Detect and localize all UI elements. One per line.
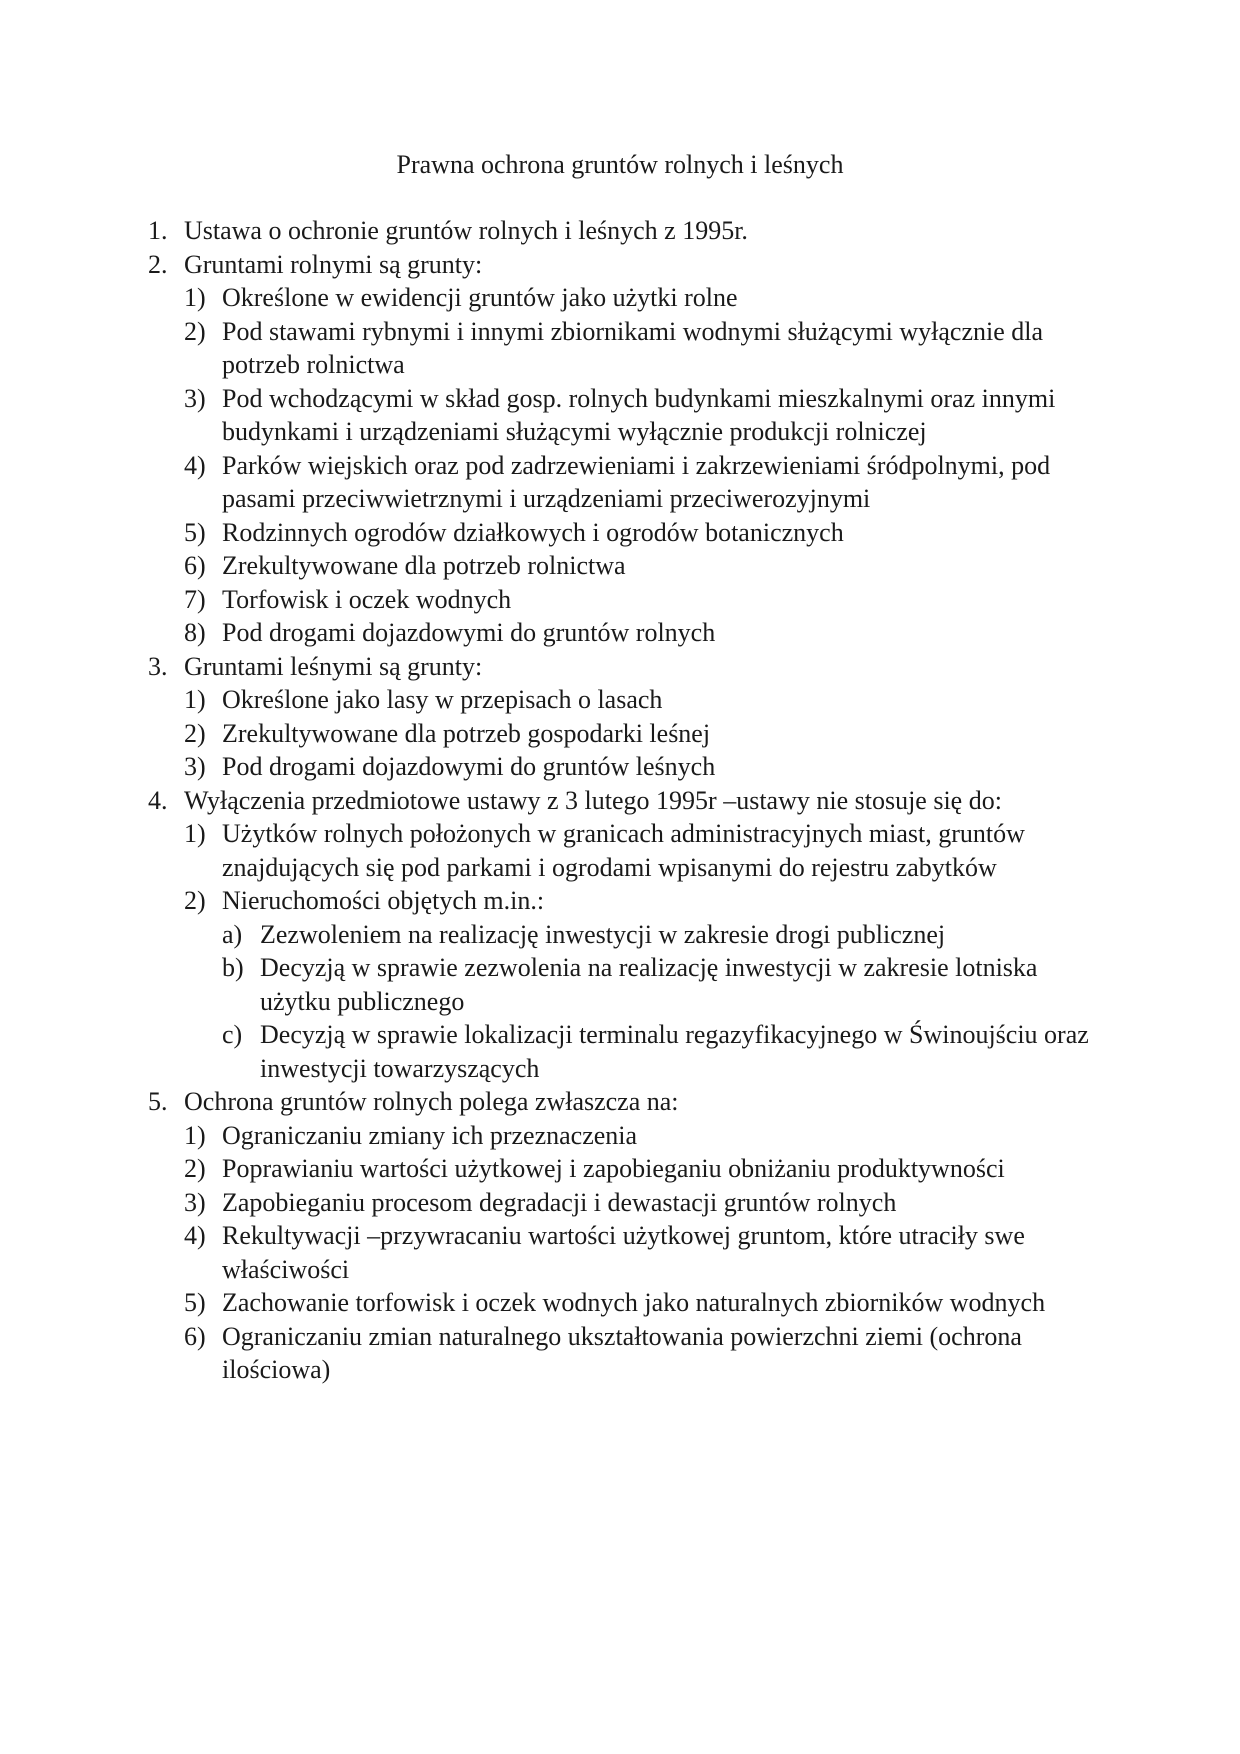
item-text: Użytków rolnych położonych w granicach administracyjnych miast, gruntów znajdujących się pod parkami i ogrodami wpisanymi do rejestru zabytków bbox=[222, 819, 1025, 882]
item-text: Określone w ewidencji gruntów jako użytki rolne bbox=[222, 283, 738, 312]
item-number: 4. bbox=[148, 785, 168, 815]
item-text: Pod drogami dojazdowymi do gruntów leśnych bbox=[222, 752, 716, 781]
item-number: 2) bbox=[184, 718, 206, 748]
list-item bbox=[140, 1286, 1100, 1320]
item-number: c) bbox=[222, 1020, 243, 1049]
document-body bbox=[140, 214, 1100, 1387]
item-number: 4) bbox=[184, 1221, 206, 1250]
list-item bbox=[140, 650, 1100, 684]
item-text: Pod wchodzącymi w skład gosp. rolnych budynkami mieszkalnymi oraz innymi budynkami i urządzeniami służącymi wyłącznie produkcji rolniczej bbox=[222, 383, 1056, 446]
item-text: Zezwoleniem na realizację inwestycji w zakresie drogi publicznej bbox=[260, 919, 946, 949]
document-title: Prawna ochrona gruntów rolnych i leśnych bbox=[396, 150, 844, 179]
list-item bbox=[140, 616, 1100, 650]
list-item bbox=[140, 1152, 1100, 1186]
item-number: 3) bbox=[184, 383, 206, 413]
list-item bbox=[140, 248, 1100, 282]
item-text: Ograniczaniu zmian naturalnego ukształtowania powierzchni ziemi (ochrona ilościowa) bbox=[222, 1321, 1022, 1384]
item-text: Nieruchomości objętych m.in.: bbox=[222, 886, 545, 915]
list-item bbox=[140, 884, 1100, 918]
item-number: 2. bbox=[148, 249, 168, 279]
item-text: Rodzinnych ogrodów działkowych i ogrodów botanicznych bbox=[222, 517, 844, 547]
list-item bbox=[140, 516, 1100, 550]
item-number: a) bbox=[222, 919, 243, 949]
item-text: Decyzją w sprawie lokalizacji terminalu regazyfikacyjnego w Świnoujściu oraz inwestycji towarzyszących bbox=[260, 1020, 1089, 1083]
list-item bbox=[140, 1219, 1100, 1286]
item-text: Gruntami leśnymi są grunty: bbox=[184, 651, 483, 681]
list-item bbox=[140, 717, 1100, 751]
list-item bbox=[140, 918, 1100, 952]
item-text: Zapobieganiu procesom degradacji i dewastacji gruntów rolnych bbox=[222, 1187, 897, 1217]
item-text: Określone jako lasy w przepisach o lasach bbox=[222, 685, 663, 714]
item-number: 3. bbox=[148, 651, 168, 681]
item-text: Pod stawami rybnymi i innymi zbiornikami wodnymi służącymi wyłącznie dla potrzeb rolnictwa bbox=[222, 316, 1044, 379]
list-item bbox=[140, 951, 1100, 1018]
item-text: Pod drogami dojazdowymi do gruntów rolnych bbox=[222, 618, 716, 647]
item-number: 1) bbox=[184, 283, 206, 312]
list-item bbox=[140, 214, 1100, 248]
list-item bbox=[140, 1085, 1100, 1119]
list-item bbox=[140, 583, 1100, 617]
list-item bbox=[140, 750, 1100, 784]
list-item bbox=[140, 784, 1100, 818]
item-number: 2) bbox=[184, 316, 206, 346]
item-number: b) bbox=[222, 953, 244, 982]
item-text: Ustawa o ochronie gruntów rolnych i leśnych z 1995r. bbox=[184, 216, 748, 245]
item-number: 5) bbox=[184, 517, 206, 547]
item-number: 7) bbox=[184, 584, 206, 614]
item-number: 5) bbox=[184, 1288, 206, 1317]
list-item bbox=[140, 449, 1100, 516]
item-text: Parków wiejskich oraz pod zadrzewieniami i zakrzewieniami śródpolnymi, pod pasami przeciwwietrznymi i urządzeniami przeciwerozyjnymi bbox=[222, 450, 1051, 513]
item-number: 3) bbox=[184, 1187, 206, 1217]
item-text: Wyłączenia przedmiotowe ustawy z 3 lutego 1995r –ustawy nie stosuje się do: bbox=[184, 785, 1002, 815]
list-item bbox=[140, 1320, 1100, 1387]
item-text: Decyzją w sprawie zezwolenia na realizację inwestycji w zakresie lotniska użytku publicznego bbox=[260, 953, 1038, 1016]
item-text: Rekultywacji –przywracaniu wartości użytkowej gruntom, które utraciły swe właściwości bbox=[222, 1221, 1025, 1284]
list-item bbox=[140, 549, 1100, 583]
item-text: Poprawianiu wartości użytkowej i zapobieganiu obniżaniu produktywności bbox=[222, 1154, 1005, 1183]
item-number: 1) bbox=[184, 1120, 206, 1150]
item-number: 1) bbox=[184, 685, 206, 714]
item-text: Ograniczaniu zmiany ich przeznaczenia bbox=[222, 1120, 638, 1150]
item-text: Torfowisk i oczek wodnych bbox=[222, 584, 512, 614]
item-text: Ochrona gruntów rolnych polega zwłaszcza na: bbox=[184, 1087, 679, 1116]
item-number: 8) bbox=[184, 618, 206, 647]
item-text: Gruntami rolnymi są grunty: bbox=[184, 249, 483, 279]
item-number: 2) bbox=[184, 886, 206, 915]
item-number: 5. bbox=[148, 1087, 168, 1116]
item-text: Zachowanie torfowisk i oczek wodnych jako naturalnych zbiorników wodnych bbox=[222, 1288, 1046, 1317]
item-number: 3) bbox=[184, 752, 206, 781]
item-number: 1. bbox=[148, 216, 168, 245]
item-number: 6) bbox=[184, 1321, 206, 1351]
list-item bbox=[140, 1119, 1100, 1153]
item-number: 4) bbox=[184, 450, 206, 480]
item-number: 1) bbox=[184, 819, 206, 848]
list-item bbox=[140, 382, 1100, 449]
item-number: 6) bbox=[184, 551, 206, 580]
list-item bbox=[140, 683, 1100, 717]
list-item bbox=[140, 281, 1100, 315]
item-number: 2) bbox=[184, 1154, 206, 1183]
list-item bbox=[140, 817, 1100, 884]
list-item bbox=[140, 1186, 1100, 1220]
list-item bbox=[140, 1018, 1100, 1085]
list-item bbox=[140, 315, 1100, 382]
item-text: Zrekultywowane dla potrzeb gospodarki leśnej bbox=[222, 718, 711, 748]
item-text: Zrekultywowane dla potrzeb rolnictwa bbox=[222, 551, 626, 580]
